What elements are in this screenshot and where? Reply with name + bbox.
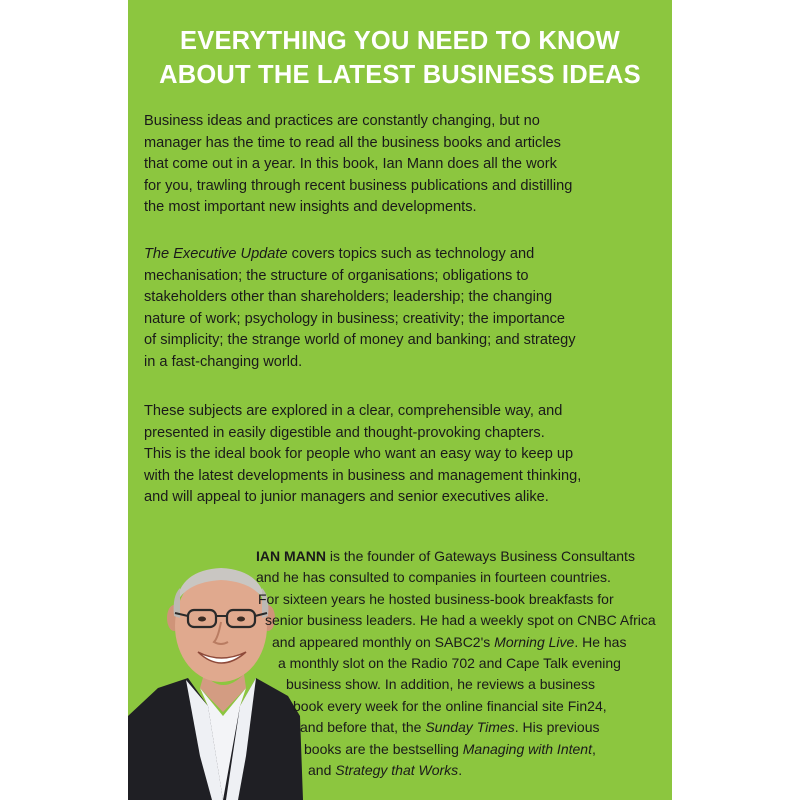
bio-line xyxy=(308,760,672,781)
bio-line: and he has consulted to companies in fourteen countries. xyxy=(256,569,611,586)
book-title: Strategy that Works xyxy=(335,762,459,779)
text-span: , xyxy=(591,740,596,757)
text-line: with the latest developments in business and management thinking, xyxy=(144,467,582,484)
bio-line xyxy=(256,546,672,567)
headline-line-1: EVERYTHING YOU NEED TO KNOW xyxy=(180,27,620,55)
text-span: and before that, the xyxy=(300,719,426,736)
text-span: and appeared monthly on SABC2's xyxy=(272,633,495,650)
text-line: manager has the time to read all the business books and articles xyxy=(144,134,561,151)
author-name: IAN MANN xyxy=(256,548,326,564)
headline-line-2: ABOUT THE LATEST BUSINESS IDEAS xyxy=(159,61,641,89)
text-line: Business ideas and practices are constantly changing, but no xyxy=(144,113,540,129)
bio-line: a monthly slot on the Radio 702 and Cape Talk evening xyxy=(278,655,621,672)
text-line: and will appeal to junior managers and senior executives alike. xyxy=(144,489,549,506)
bio-line: senior business leaders. He had a weekly spot on CNBC Africa xyxy=(265,612,656,629)
book-title: The Executive Update xyxy=(144,246,288,262)
text-line: the most important new insights and developments. xyxy=(144,199,477,216)
text-line: mechanisation; the structure of organisations; obligations to xyxy=(144,267,529,284)
text-line: of simplicity; the strange world of money and banking; and strategy xyxy=(144,332,576,349)
text-span: and xyxy=(308,762,336,779)
text-line: presented in easily digestible and thought-provoking chapters. xyxy=(144,424,545,441)
text-span: . xyxy=(458,762,463,779)
text-line: for you, trawling through recent business publications and distilling xyxy=(144,177,573,194)
text-span: . His previous xyxy=(514,719,600,736)
book-title: Managing with Intent xyxy=(462,740,592,757)
cover-headline xyxy=(128,24,672,92)
text-line: These subjects are explored in a clear, comprehensible way, and xyxy=(144,403,563,419)
bio-line: book every week for the online financial site Fin24, xyxy=(293,697,607,714)
topics-paragraph xyxy=(144,244,664,374)
text-span: books are the bestselling xyxy=(304,740,463,757)
text-line: stakeholders other than shareholders; leadership; the changing xyxy=(144,289,553,306)
bio-line: For sixteen years he hosted business-book breakfasts for xyxy=(258,590,614,607)
text-line: that come out in a year. In this book, Ian Mann does all the work xyxy=(144,156,557,173)
text-span: is the founder of Gateways Business Consultants xyxy=(326,548,635,564)
show-title: Morning Live xyxy=(494,633,575,650)
text-line: in a fast-changing world. xyxy=(144,353,303,370)
newspaper-title: Sunday Times xyxy=(425,719,515,736)
text-line: This is the ideal book for people who want an easy way to keep up xyxy=(144,446,574,463)
text-span: covers topics such as technology and xyxy=(287,246,535,262)
intro-paragraph xyxy=(144,111,664,219)
text-line: nature of work; psychology in business; creativity; the importance xyxy=(144,310,565,327)
text-span: . He has xyxy=(574,633,627,650)
book-back-cover xyxy=(128,0,672,800)
bio-line xyxy=(304,739,672,760)
text-line xyxy=(144,244,664,266)
bio-line xyxy=(272,632,672,653)
author-bio xyxy=(128,546,672,781)
bio-line xyxy=(300,717,672,738)
bio-line: business show. In addition, he reviews a business xyxy=(286,676,595,693)
audience-paragraph xyxy=(144,401,664,509)
